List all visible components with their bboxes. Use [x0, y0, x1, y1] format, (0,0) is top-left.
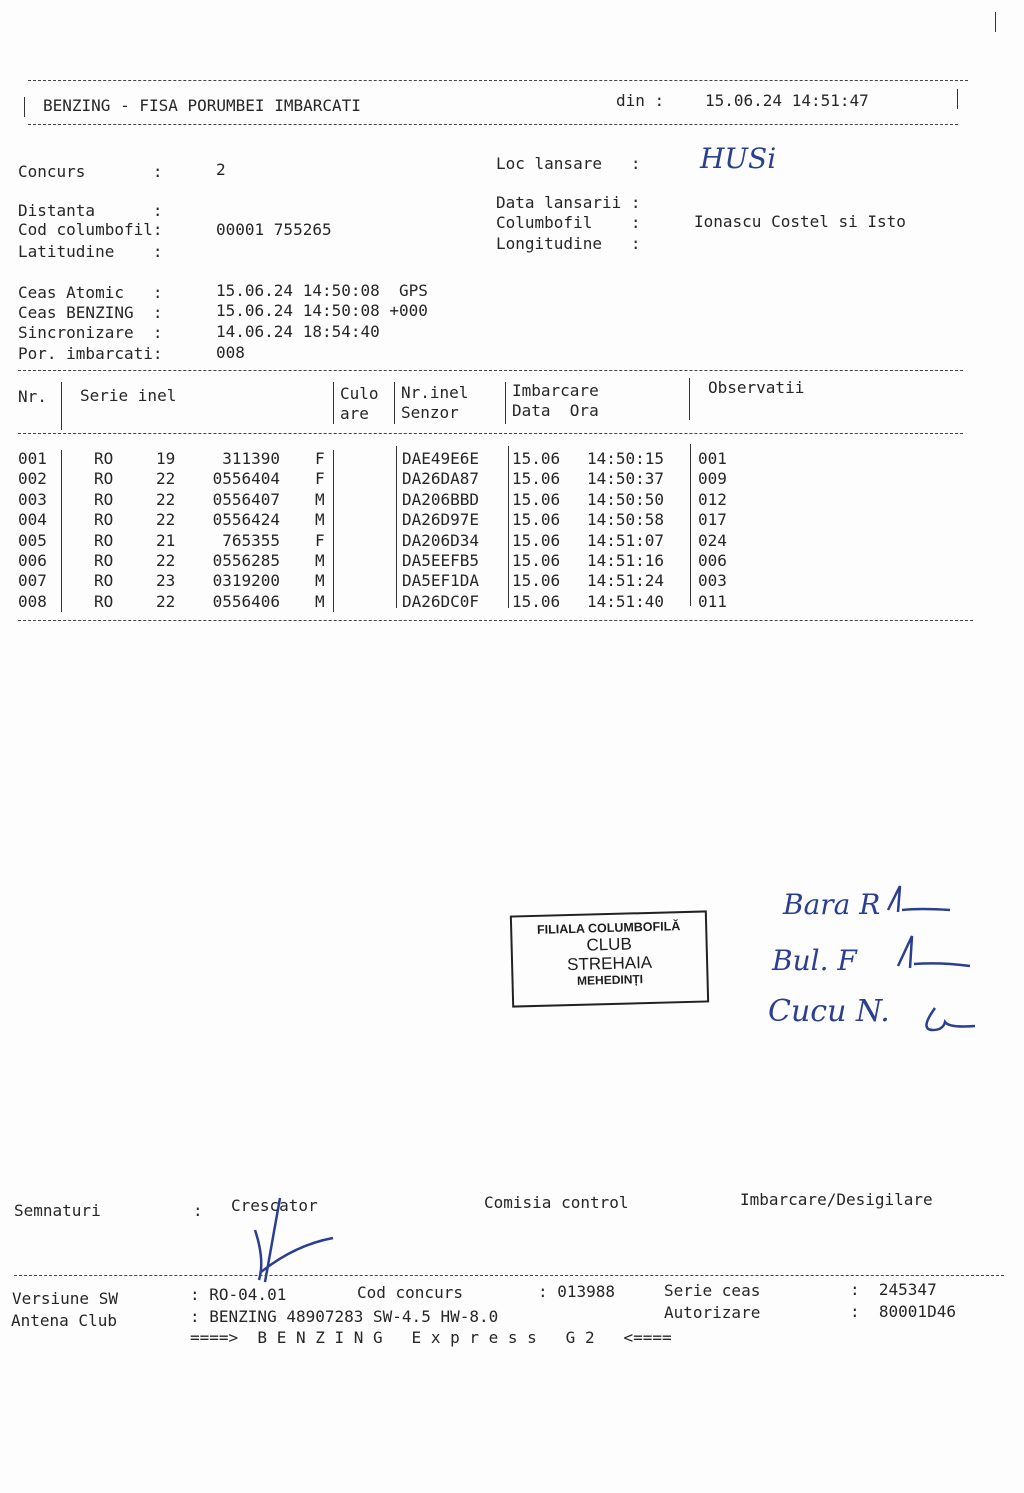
row-obs: 009	[698, 469, 727, 489]
body-sep-serie	[333, 450, 334, 612]
body-sep-imb	[690, 444, 691, 606]
row-country: RO	[94, 449, 114, 468]
row-date: 15.06	[512, 551, 561, 570]
row-date: 15.06	[512, 591, 561, 611]
row-senzor: DA26DA87	[402, 469, 480, 489]
row-year: 22	[156, 489, 176, 509]
stamp-line1: FILIALA COLUMBOFILĂ	[536, 919, 681, 937]
row-senzor: DA206D34	[402, 530, 480, 550]
longitudine-label: Longitudine :	[496, 234, 641, 253]
row-senzor: DA206BBD	[402, 489, 480, 509]
header-top-rule	[28, 80, 968, 81]
row-time: 14:50:50	[587, 489, 665, 509]
row-sex: M	[315, 591, 325, 611]
antena-club-label: Antena Club	[11, 1311, 117, 1330]
signature-3: Cucu N.	[768, 994, 890, 1029]
footer-rule	[14, 1275, 1004, 1276]
serie-ceas-label: Serie ceas	[664, 1281, 761, 1300]
row-senzor: DA26DC0F	[402, 591, 480, 611]
signature-1: Bara R	[783, 888, 881, 921]
columbofil-label: Columbofil :	[496, 213, 641, 232]
versiune-sw-label: Versiune SW	[12, 1289, 118, 1308]
serie-ceas-value: : 245347	[850, 1280, 937, 1299]
row-nr: 005	[18, 530, 47, 550]
header-left-border	[24, 97, 25, 117]
cod-concurs-label: Cod concurs	[357, 1283, 463, 1302]
row-year: 22	[156, 551, 176, 570]
distanta-label: Distanta :	[18, 201, 163, 220]
row-year: 22	[156, 591, 176, 611]
row-country: RO	[94, 489, 114, 509]
row-sex: F	[315, 530, 325, 550]
header-right-border	[957, 89, 958, 109]
semnaturi-label: Semnaturi	[14, 1201, 101, 1220]
signature-1-scribble	[880, 880, 960, 920]
row-nr: 004	[18, 510, 47, 530]
versiune-sw-value: : RO-04.01	[190, 1285, 287, 1304]
th-data-ora: Data Ora	[512, 401, 599, 420]
row-date: 15.06	[512, 571, 561, 591]
header-din-label: din :	[616, 91, 665, 110]
row-nr: 008	[18, 591, 47, 611]
col-sep-nr	[61, 382, 62, 430]
signature-3-scribble	[915, 1000, 985, 1040]
header-datetime: 15.06.24 14:51:47	[705, 91, 869, 110]
benzing-banner: ====> B E N Z I N G E x p r e s s G 2 <====	[190, 1328, 672, 1347]
col-sep-culo	[394, 382, 395, 424]
col-sep-imb	[689, 378, 690, 420]
data-lansarii-label: Data lansarii :	[496, 193, 641, 212]
row-ring: 0319200	[212, 571, 280, 591]
imbarcare-desigilare-label: Imbarcare/Desigilare	[740, 1190, 933, 1209]
stamp-line2: CLUB	[586, 934, 633, 955]
row-year: 22	[156, 469, 176, 489]
row-obs: 024	[698, 530, 727, 550]
stamp-line3: STREHAIA	[566, 952, 653, 975]
row-ring: 0556404	[212, 469, 280, 489]
row-time: 14:51:40	[587, 591, 665, 611]
row-obs: 003	[698, 571, 727, 591]
row-time: 14:51:24	[587, 571, 665, 591]
th-observatii: Observatii	[708, 378, 805, 397]
row-country: RO	[94, 551, 114, 570]
row-obs: 012	[698, 489, 727, 509]
row-year: 22	[156, 510, 176, 530]
row-nr: 002	[18, 469, 47, 489]
th-culoare: are	[340, 404, 369, 423]
comisia-control-label: Comisia control	[484, 1193, 629, 1212]
row-date: 15.06	[512, 510, 561, 530]
table-top-rule	[18, 370, 963, 371]
row-time: 14:51:07	[587, 530, 665, 550]
row-country: RO	[94, 530, 114, 550]
row-senzor: DA26D97E	[402, 510, 480, 530]
th-nr: Nr.	[18, 387, 47, 406]
header-bottom-rule	[28, 124, 958, 125]
por-imbarcati-value: 008	[216, 343, 245, 362]
row-time: 14:51:16	[587, 551, 665, 570]
autorizare-label: Autorizare	[664, 1303, 761, 1322]
row-country: RO	[94, 591, 114, 611]
row-nr: 001	[18, 449, 47, 468]
document-title: BENZING - FISA PORUMBEI IMBARCATI	[43, 96, 361, 115]
table-header-rule	[18, 433, 963, 434]
row-senzor: DAE49E6E	[402, 449, 480, 468]
ceas-benzing-label: Ceas BENZING :	[18, 303, 163, 322]
row-obs: 001	[698, 449, 727, 468]
row-date: 15.06	[512, 489, 561, 509]
cod-columbofil-label: Cod columbofil:	[18, 220, 163, 239]
body-sep-nrinel	[508, 446, 509, 608]
row-year: 23	[156, 571, 176, 591]
row-time: 14:50:15	[587, 449, 665, 468]
club-stamp	[510, 910, 709, 1007]
sincronizare-value: 14.06.24 18:54:40	[216, 322, 380, 341]
th-imbarcare: Imbarcare	[512, 381, 599, 400]
row-date: 15.06	[512, 530, 561, 550]
row-country: RO	[94, 469, 114, 489]
ceas-atomic-value: 15.06.24 14:50:08 GPS	[216, 281, 428, 300]
row-year: 21	[156, 530, 176, 550]
row-ring: 0556406	[212, 591, 280, 611]
antena-club-value: : BENZING 48907283 SW-4.5 HW-8.0	[190, 1307, 499, 1326]
signature-2: Bul. F	[772, 944, 857, 977]
autorizare-value: : 80001D46	[850, 1302, 956, 1321]
sincronizare-label: Sincronizare :	[18, 323, 163, 342]
row-sex: M	[315, 551, 325, 570]
columbofil-value: Ionascu Costel si Isto	[694, 212, 906, 231]
row-sex: M	[315, 571, 325, 591]
row-ring: 0556407	[212, 489, 280, 509]
row-obs: 011	[698, 591, 727, 611]
row-nr: 007	[18, 571, 47, 591]
body-sep-nr	[61, 450, 62, 612]
row-date: 15.06	[512, 449, 561, 468]
ceas-atomic-label: Ceas Atomic :	[18, 283, 163, 302]
row-country: RO	[94, 510, 114, 530]
row-year: 19	[156, 449, 176, 468]
concurs-value: 2	[216, 160, 226, 179]
row-sex: M	[315, 510, 325, 530]
row-ring: 765355	[222, 530, 280, 550]
row-obs: 017	[698, 510, 727, 530]
row-nr: 006	[18, 551, 47, 570]
th-serie-inel: Serie inel	[80, 386, 177, 405]
row-sex: M	[315, 489, 325, 509]
row-sex: F	[315, 449, 325, 468]
col-sep-nrinel	[505, 382, 506, 424]
row-ring: 311390	[222, 449, 280, 468]
row-time: 14:50:37	[587, 469, 665, 489]
concurs-label: Concurs :	[18, 162, 163, 181]
row-sex: F	[315, 469, 325, 489]
cod-columbofil-value: 00001 755265	[216, 220, 332, 239]
th-senzor: Senzor	[401, 403, 459, 422]
latitudine-label: Latitudine :	[18, 242, 163, 261]
row-country: RO	[94, 571, 114, 591]
th-nr-inel: Nr.inel	[401, 383, 469, 402]
crescator-label: Crescator	[231, 1196, 318, 1215]
row-nr: 003	[18, 489, 47, 509]
table-bottom-rule	[18, 620, 973, 621]
cod-concurs-value: : 013988	[538, 1282, 616, 1301]
th-culo: Culo	[340, 384, 379, 403]
row-time: 14:50:58	[587, 510, 665, 530]
row-ring: 0556424	[212, 510, 280, 530]
row-senzor: DA5EEFB5	[402, 551, 480, 570]
row-obs: 006	[698, 551, 727, 570]
semnaturi-colon: :	[193, 1201, 203, 1220]
loc-lansare-label: Loc lansare :	[496, 154, 641, 173]
row-ring: 0556285	[212, 551, 280, 570]
loc-lansare-value: HUSi	[700, 142, 777, 175]
stamp-line4: MEHEDINȚI	[576, 972, 644, 988]
por-imbarcati-label: Por. imbarcati:	[18, 344, 163, 363]
row-date: 15.06	[512, 469, 561, 489]
ceas-benzing-value: 15.06.24 14:50:08 +000	[216, 301, 428, 320]
scan-edge-mark	[995, 12, 996, 32]
signature-2-scribble	[890, 930, 980, 975]
row-senzor: DA5EF1DA	[402, 571, 480, 591]
body-sep-culo	[396, 446, 397, 608]
col-sep-serie	[333, 382, 334, 424]
